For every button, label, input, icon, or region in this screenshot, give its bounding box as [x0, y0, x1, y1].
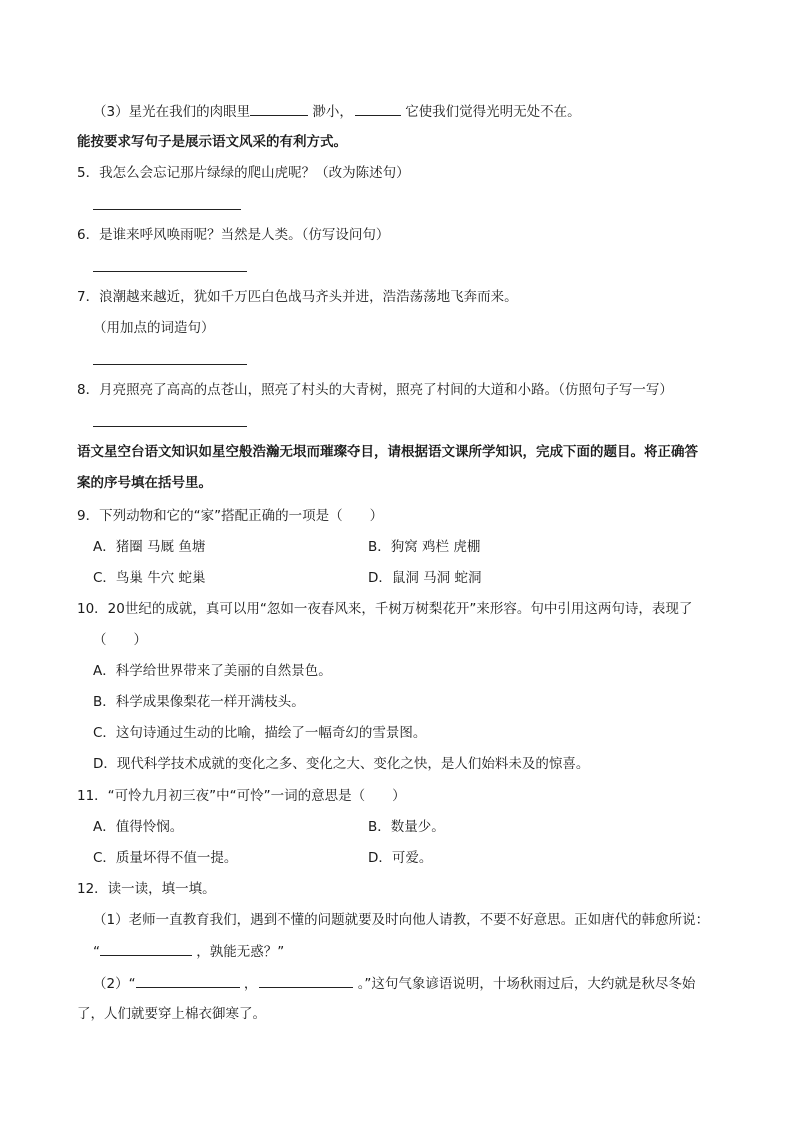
question-12: 12．读一读，填一填。 [77, 881, 216, 897]
question-12-part-1-fill [93, 941, 284, 962]
question-11: 11．“可怜九月初三夜”中“可怜”一词的意思是（ ） [77, 788, 406, 804]
q9-option-b[interactable]: B．狗窝 鸡栏 虎棚 [368, 539, 481, 555]
question-12-part-2-cont: 了，人们就要穿上棉衣御寒了。 [77, 1006, 266, 1022]
question-3 [93, 101, 581, 122]
q11-option-c[interactable]: C．质量坏得不值一提。 [93, 850, 238, 866]
q11-option-a[interactable]: A．值得怜悯。 [93, 819, 184, 835]
question-12-part-2 [93, 973, 695, 994]
q12-p2-comma: ， [243, 976, 258, 992]
q12-p2-open: （2）“ [93, 976, 136, 992]
q11-option-b[interactable]: B．数量少。 [368, 819, 445, 835]
q6-answer-line[interactable] [93, 271, 247, 272]
section-heading-sentences: 能按要求写句子是展示语文风采的有利方式。 [77, 134, 347, 150]
q10-option-c[interactable]: C．这句诗通过生动的比喻，描绘了一幅奇幻的雪景图。 [93, 725, 427, 741]
q9-option-d[interactable]: D．鼠洞 马洞 蛇洞 [368, 570, 482, 586]
q7-answer-line[interactable] [93, 364, 247, 365]
q12-p2-blank-1[interactable] [136, 973, 240, 988]
question-12-part-1: （1）老师一直教育我们，遇到不懂的问题就要及时向他人请教，不要不好意思。正如唐代的韩愈所说： [93, 912, 710, 928]
q12-p1-close: ，孰能无惑？” [196, 944, 285, 960]
section-heading-knowledge: 语文星空台语文知识如星空般浩瀚无垠而璀璨夺目，请根据语文课所学知识，完成下面的题目。将正确答 [77, 444, 698, 460]
question-5: 5．我怎么会忘记那片绿绿的爬山虎呢？（改为陈述句） [77, 165, 410, 181]
section-heading-knowledge-cont: 案的序号填在括号里。 [77, 475, 212, 491]
question-8: 8．月亮照亮了高高的点苍山，照亮了村头的大青树，照亮了村间的大道和小路。（仿照句子写一写） [77, 382, 673, 398]
q3-blank-1[interactable] [250, 101, 308, 116]
question-10: 10．20世纪的成就，真可以用“忽如一夜春风来，千树万树梨花开”来形容。句中引用这两句诗，表现了 [77, 601, 693, 617]
q9-option-c[interactable]: C．鸟巢 牛穴 蛇巢 [93, 570, 206, 586]
question-7: 7．浪潮越来越近，犹如千万匹白色战马齐头并进，浩浩荡荡地飞奔而来。 [77, 289, 518, 305]
q3-part-a: （3）星光在我们的肉眼里 [93, 104, 251, 120]
q3-part-b: 渺小， [312, 104, 353, 120]
q8-answer-line[interactable] [93, 426, 247, 427]
question-9: 9．下列动物和它的“家”搭配正确的一项是（ ） [77, 508, 384, 524]
q3-blank-2[interactable] [355, 101, 401, 116]
q3-part-c: 它使我们觉得光明无处不在。 [405, 104, 581, 120]
q12-p1-blank[interactable] [100, 941, 192, 956]
q10-option-d[interactable]: D．现代科学技术成就的变化之多、变化之大、变化之快，是人们始料未及的惊喜。 [93, 756, 590, 772]
question-6: 6．是谁来呼风唤雨呢？当然是人类。（仿写设问句） [77, 227, 390, 243]
q12-p2-blank-2[interactable] [259, 973, 353, 988]
q9-option-a[interactable]: A．猪圈 马厩 鱼塘 [93, 539, 206, 555]
q12-p2-tail: 。”这句气象谚语说明，十场秋雨过后，大约就是秋尽冬始 [357, 976, 696, 992]
q12-p1-open-quote: “ [93, 944, 100, 960]
q11-option-d[interactable]: D．可爱。 [368, 850, 433, 866]
question-10-bracket: （ ） [93, 632, 147, 648]
q5-answer-line[interactable] [93, 209, 241, 210]
q10-option-b[interactable]: B．科学成果像梨花一样开满枝头。 [93, 694, 305, 710]
question-7-instruction: （用加点的词造句） [93, 320, 215, 336]
q10-option-a[interactable]: A．科学给世界带来了美丽的自然景色。 [93, 663, 332, 679]
